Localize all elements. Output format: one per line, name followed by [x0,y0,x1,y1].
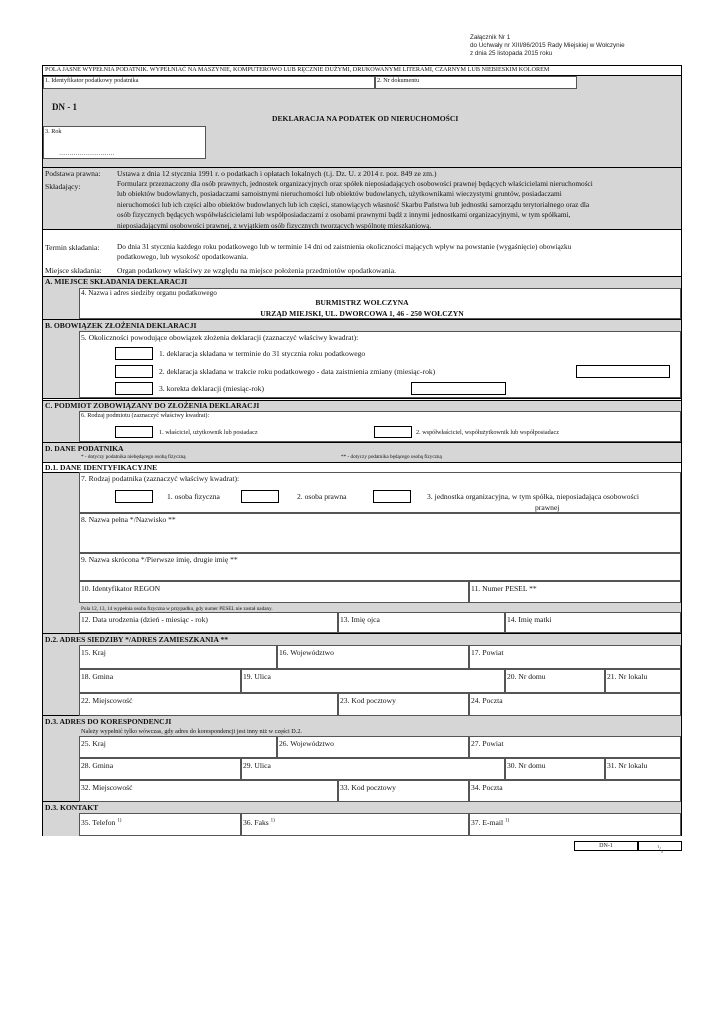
tax-office-name: BURMISTRZ WOŁCZYNA [315,298,409,307]
attachment-line-2: do Uchwały nr XIII/86/2015 Rady Miejskiej w Wołczynie [470,42,625,49]
country-input[interactable] [79,645,277,669]
taxpayer-org-label-2: prawnej [535,503,560,512]
corr-apartment-number-label: 31. Nr lokalu [607,761,648,770]
section-d3-title: D.3. ADRES DO KORESPONDENCJI [45,717,172,726]
place-text: Organ podatkowy właściwy ze względu na miejsce położenia przedmiotów opodatkowania. [117,266,397,275]
place-label: Miejsce składania: [45,266,102,275]
obligation-label: 5. Okoliczności powodujące obowiązek złożenia deklaracji (zaznaczyć właściwy kwadrat): [81,333,359,342]
entity-option-1-checkbox[interactable] [115,426,153,438]
corr-city-label: 32. Miejscowość [81,783,133,792]
deadline-text: Do dnia 31 stycznia każdego roku podatkowego lub w terminie 14 dni od zaistnienia okoliczności mających wpływ na powstanie (wygaśnięcie) obowiązku podatkowego, lub wysokość opodatkowania. [117,242,572,262]
note-natural-person: ** - dotyczy podatnika będącego osobą fizyczną [341,454,442,460]
corr-postal-code-label: 33. Kod pocztowy [340,783,396,792]
corr-house-number-label: 30. Nr domu [507,761,546,770]
corr-post-office-label: 34. Poczta [471,783,503,792]
corr-country-input[interactable] [79,736,277,758]
city-label: 22. Miejscowość [81,696,133,705]
short-name-label: 9. Nazwa skrócona */Pierwsze imię, drugie imię ** [81,555,238,564]
post-office-label: 24. Poczta [471,696,503,705]
obligation-option-2-label: 2. deklaracja składana w trakcie roku podatkowego - data zaistnienia zmiany (miesiąc-rok) [159,367,436,376]
tax-office-label: 4. Nazwa i adres siedziby organu podatkowego [81,289,217,297]
attachment-line-3: z dnia 25 listopada 2015 roku [470,50,553,57]
form-code: DN - 1 [52,102,77,112]
document-number-label: 2. Nr dokumentu [377,77,420,84]
corr-street-input[interactable] [241,758,505,780]
house-number-label: 20. Nr domu [507,672,546,681]
correspondence-note: Należy wypełnić tylko wówczas, gdy adres do korespondencji jest inny niż w części D.2. [81,728,302,735]
entity-option-1-label: 1. właściciel, użytkownik lub posiadacz [159,429,258,436]
attachment-header [470,34,625,58]
street-input[interactable] [241,669,505,693]
corr-street-label: 29. Ulica [243,761,271,770]
corr-voivodeship-label: 26. Województwo [279,739,334,748]
year-label: 3. Rok [45,128,62,135]
taxpayer-org-checkbox[interactable] [373,490,411,503]
email-label: 37. E-mail $^{1)}$ [471,818,510,827]
full-name-label: 8. Nazwa pełna */Nazwisko ** [81,515,176,524]
section-c-title: C. PODMIOT ZOBOWIĄZANY DO ZŁOŻENIA DEKLARACJI [45,401,260,410]
year-dots: ……………………… [59,150,115,157]
note-legal-entity: * - dotyczy podatnika niebędącego osobą fizyczną [81,454,186,460]
taxpayer-natural-label: 1. osoba fizyczna [167,492,220,501]
entity-option-2-label: 2. współwłaściciel, współużytkownik lub współposiadacz [416,429,559,436]
fax-label: 36. Faks $^{1)}$ [243,818,275,827]
footer-form-code: DN-1 [574,841,638,851]
taxpayer-id-label: 1. Identyfikator podatkowy podatnika [45,77,139,84]
corr-commune-label: 28. Gmina [81,761,114,770]
apartment-number-label: 21. Nr lokalu [607,672,648,681]
section-d1-title: D.1. DANE IDENTYFIKACYJNE [45,463,158,472]
legal-basis-text: Ustawa z dnia 12 stycznia 1991 r. o podatkach i opłatach lokalnych (t.j. Dz. U. z 2014 r. poz. 849 ze zm.) [117,169,437,178]
taxpayer-legal-checkbox[interactable] [241,490,279,503]
obligation-option-1-label: 1. deklaracja składana w terminie do 31 stycznia roku podatkowego [159,349,366,358]
submitter-text: Formularz przeznaczony dla osób prawnych, jednostek organizacyjnych oraz spółek nieposiadających osobowości prawnej będących właścicielami nieruchomości lub obiektów budowlanych, posiadaczami samoistnymi nieruchomości lub obiektów budowlanych, użytkownikami wieczystymi gruntów, posiadaczami nieruchomości lub ich części albo obiektów budowlanych lub ich części, stanowiących własność Skarbu Państwa lub jednostki samorządu terytorialnego oraz dla osób fizycznych będących współwłaścicielami lub współposiadaczami z osobami prawnymi bądź z innymi jednostkami organizacyjnymi, w tym spółkami, nieposiadającymi osobowości prawnej, z wyjątkiem osób fizycznych tworzących wspólnotę mieszkaniową. [117,179,593,230]
obligation-option-3-checkbox[interactable] [115,382,153,395]
declaration-form [42,65,682,836]
tax-office-address: URZĄD MIEJSKI, UL. DWORCOWA 1, 46 - 250 WOŁCZYN [260,309,464,318]
entity-option-2-checkbox[interactable] [374,426,412,438]
phone-label: 35. Telefon $^{1)}$ [81,818,122,827]
regon-label: 10. Identyfikator REGON [81,584,161,593]
taxpayer-type-label: 7. Rodzaj podatnika (zaznaczyć właściwy kwadrat): [81,474,240,483]
footer-page-number: $^1/_5$ [638,841,682,851]
fax-input[interactable] [241,813,469,836]
obligation-option-2-checkbox[interactable] [115,365,153,378]
attachment-line-1: Załącznik Nr 1 [470,34,511,41]
change-date-input[interactable] [576,365,670,378]
pesel-label: 11. Numer PESEL ** [471,584,537,593]
section-b-title: B. OBOWIĄZEK ZŁOŻENIA DEKLARACJI [45,321,197,330]
mother-name-label: 14. Imię matki [507,615,552,624]
taxpayer-org-label: 3. jednostka organizacyjna, w tym spółka, nieposiadająca osobowości [427,492,640,501]
section-a-title: A. MIEJSCE SKŁADANIA DEKLARACJI [45,277,188,286]
taxpayer-legal-label: 2. osoba prawna [297,492,347,501]
obligation-option-3-label: 3. korekta deklaracji (miesiąc-rok) [159,384,264,393]
street-label: 19. Ulica [243,672,271,681]
form-title: DEKLARACJA NA PODATEK OD NIERUCHOMOŚCI [272,114,459,123]
country-label: 15. Kraj [81,648,106,657]
voivodeship-label: 16. Województwo [279,648,334,657]
father-name-label: 13. Imię ojca [340,615,380,624]
section-d [43,443,681,463]
correction-date-input[interactable] [411,382,506,395]
pesel-note: Pola 12, 13, 14 wypełnia osoba fizyczna w przypadku, gdy numer PESEL nie został nadany. [81,606,273,612]
birth-date-label: 12. Data urodzenia (dzień - miesiąc - rok) [81,615,208,624]
deadline-label: Termin składania: [45,243,100,252]
corr-country-label: 25. Kraj [81,739,106,748]
postal-code-label: 23. Kod pocztowy [340,696,396,705]
submitter-label: Składający: [45,182,81,191]
legal-basis-label: Podstawa prawna: [45,169,101,178]
commune-label: 18. Gmina [81,672,114,681]
section-d2-title: D.2. ADRES SIEDZIBY */ADRES ZAMIESZKANIA ** [45,635,229,644]
entity-type-label: 6. Rodzaj podmiotu (zaznaczyć właściwy kwadrat): [81,412,210,419]
obligation-option-1-checkbox[interactable] [115,347,153,360]
fill-instruction: POLA JASNE WYPEŁNIA PODATNIK. WYPEŁNIAĆ NA MASZYNIE, KOMPUTEROWO LUB RĘCZNIE DUŻYMI, DRUKOWANYMI LITERAMI, CZARNYM LUB NIEBIESKIM KOLOREM [45,66,550,73]
section-d-title: D. DANE PODATNIKA [45,444,124,453]
section-contact-title: D.3. KONTAKT [45,803,99,812]
county-label: 17. Powiat [471,648,504,657]
corr-county-label: 27. Powiat [471,739,504,748]
taxpayer-natural-checkbox[interactable] [115,490,153,503]
